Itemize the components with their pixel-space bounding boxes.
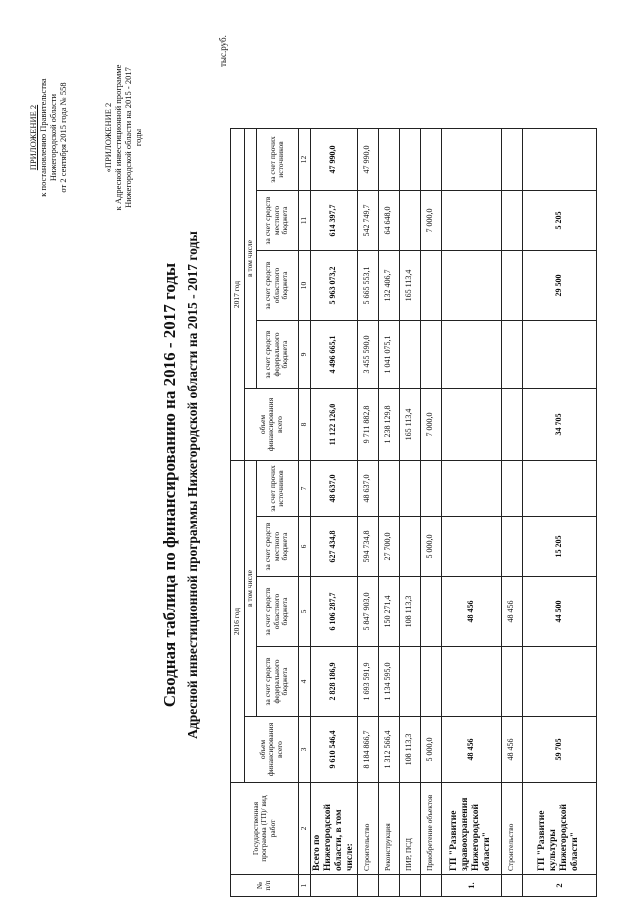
cell-regional-2017: 165 113,4 <box>399 251 420 321</box>
cell-other-2016 <box>441 461 501 517</box>
row-num: 2 <box>522 875 596 897</box>
cell-other-2017 <box>399 129 420 191</box>
header-total-2017: объем финансирования всего <box>245 389 299 461</box>
cell-regional-2017: 29 500 <box>522 251 596 321</box>
cell-regional-2017: 132 406,7 <box>378 251 399 321</box>
page-subtitle: Адресной инвестиционной программы Нижегородской области на 2015 - 2017 годы <box>185 231 200 739</box>
cell-total-2017 <box>501 389 522 461</box>
appendix2-line2: к Адресной инвестиционной программе <box>113 64 123 211</box>
header-total-2016: объем финансирования всего <box>245 717 299 783</box>
cell-total-2017: 11 122 126,0 <box>310 389 357 461</box>
colnum: 4 <box>298 647 310 717</box>
cell-other-2017 <box>501 129 522 191</box>
appendix-government-decree <box>28 5 68 270</box>
column-number-row <box>298 129 310 897</box>
cell-regional-2016: 48 456 <box>441 577 501 647</box>
row-num <box>357 875 378 897</box>
colnum: 3 <box>298 717 310 783</box>
cell-local-2017 <box>501 191 522 251</box>
colnum: 7 <box>298 461 310 517</box>
cell-total-2016: 48 456 <box>501 717 522 783</box>
cell-local-2016: 594 734,8 <box>357 517 378 577</box>
header-local-2017: за счет средств местного бюджета <box>256 191 298 251</box>
row-name: Приобретение объектов <box>420 783 441 875</box>
cell-local-2016 <box>501 517 522 577</box>
cell-federal-2016: 2 828 186,9 <box>310 647 357 717</box>
row-name: ГП "Развитие здравоохранения Нижегородской области" <box>441 783 501 875</box>
cell-other-2017 <box>441 129 501 191</box>
cell-federal-2017 <box>522 321 596 389</box>
row-name: Строительство <box>501 783 522 875</box>
cell-regional-2016: 48 456 <box>501 577 522 647</box>
cell-local-2017: 5 205 <box>522 191 596 251</box>
cell-federal-2017 <box>441 321 501 389</box>
cell-regional-2016: 150 271,4 <box>378 577 399 647</box>
cell-other-2017: 47 990,0 <box>310 129 357 191</box>
financing-table <box>230 128 597 897</box>
colnum: 10 <box>298 251 310 321</box>
cell-other-2016 <box>522 461 596 517</box>
header-regional-2016: за счет средств областного бюджета <box>256 577 298 647</box>
table-row-acquisition <box>420 129 441 897</box>
cell-regional-2017 <box>501 251 522 321</box>
appendix2-line1: «ПРИЛОЖЕНИЕ 2 <box>103 102 113 173</box>
header-program: Государственная программа (ГП)/ вид работ <box>231 783 299 875</box>
cell-federal-2016: 1 134 595,0 <box>378 647 399 717</box>
colnum: 6 <box>298 517 310 577</box>
cell-local-2017 <box>441 191 501 251</box>
appendix1-line3: Нижегородской области <box>48 93 58 182</box>
cell-regional-2017 <box>441 251 501 321</box>
unit-label: тыс.руб. <box>218 35 228 67</box>
cell-total-2016: 9 610 546,4 <box>310 717 357 783</box>
header-federal-2017: за счет средств федерального бюджета <box>256 321 298 389</box>
cell-federal-2016 <box>501 647 522 717</box>
cell-regional-2016 <box>420 577 441 647</box>
cell-total-2017: 34 705 <box>522 389 596 461</box>
row-num: 1. <box>441 875 501 897</box>
row-name: ГП "Развитие культуры Нижегородской области" <box>522 783 596 875</box>
appendix1-line1: ПРИЛОЖЕНИЕ 2 <box>28 104 38 171</box>
cell-local-2016 <box>399 517 420 577</box>
table-row-reconstruction <box>378 129 399 897</box>
row-name: Строительство <box>357 783 378 875</box>
cell-local-2016 <box>441 517 501 577</box>
header-num: № п/п <box>231 875 299 897</box>
cell-federal-2017 <box>420 321 441 389</box>
table-row-total <box>310 129 357 897</box>
cell-local-2017: 7 000,0 <box>420 191 441 251</box>
cell-other-2016 <box>399 461 420 517</box>
row-name: ПИР, ПСД <box>399 783 420 875</box>
colnum: 9 <box>298 321 310 389</box>
table-row-design <box>399 129 420 897</box>
cell-regional-2017: 5 963 073,2 <box>310 251 357 321</box>
header-other-2017: за счет прочих источников <box>256 129 298 191</box>
table-row-program-healthcare <box>441 129 501 897</box>
cell-total-2016: 5 000,0 <box>420 717 441 783</box>
cell-other-2016: 48 637,0 <box>357 461 378 517</box>
colnum: 2 <box>298 783 310 875</box>
cell-local-2017 <box>399 191 420 251</box>
cell-local-2017: 542 749,7 <box>357 191 378 251</box>
row-num <box>501 875 522 897</box>
cell-other-2016: 48 637,0 <box>310 461 357 517</box>
appendix2-line4: годы <box>133 128 143 147</box>
appendix1-line4: от 2 сентября 2015 года № 558 <box>58 82 68 193</box>
header-federal-2016: за счет средств федерального бюджета <box>256 647 298 717</box>
cell-other-2016 <box>501 461 522 517</box>
header-year-2017: 2017 год <box>231 129 245 461</box>
cell-total-2017: 9 711 882,8 <box>357 389 378 461</box>
cell-local-2017: 614 397,7 <box>310 191 357 251</box>
header-row-incl <box>245 129 257 897</box>
header-year-2016: 2016 год <box>231 461 245 783</box>
page-title: Сводная таблица по финансированию на 2016 - 2017 годы <box>160 262 179 708</box>
cell-federal-2017: 4 496 665,1 <box>310 321 357 389</box>
row-num <box>310 875 357 897</box>
table-row-healthcare-construction <box>501 129 522 897</box>
cell-total-2017: 7 000,0 <box>420 389 441 461</box>
cell-federal-2017: 1 041 075,1 <box>378 321 399 389</box>
appendix-investment-program <box>103 5 143 270</box>
header-incl-2017: в том числе <box>245 129 257 389</box>
colnum: 11 <box>298 191 310 251</box>
cell-federal-2017 <box>399 321 420 389</box>
colnum: 8 <box>298 389 310 461</box>
cell-other-2017: 47 990,0 <box>357 129 378 191</box>
cell-regional-2016: 6 106 287,7 <box>310 577 357 647</box>
row-num <box>378 875 399 897</box>
cell-local-2016: 5 000,0 <box>420 517 441 577</box>
cell-total-2016: 1 312 566,4 <box>378 717 399 783</box>
table-row-program-culture <box>522 129 596 897</box>
cell-federal-2016 <box>399 647 420 717</box>
cell-local-2016: 627 434,8 <box>310 517 357 577</box>
cell-total-2016: 59 705 <box>522 717 596 783</box>
table-row-construction <box>357 129 378 897</box>
cell-total-2017: 165 113,4 <box>399 389 420 461</box>
cell-federal-2016 <box>420 647 441 717</box>
cell-other-2016 <box>378 461 399 517</box>
cell-other-2017 <box>420 129 441 191</box>
cell-total-2017 <box>441 389 501 461</box>
cell-federal-2017 <box>501 321 522 389</box>
header-local-2016: за счет средств местного бюджета <box>256 517 298 577</box>
row-num <box>399 875 420 897</box>
cell-local-2016: 27 700,0 <box>378 517 399 577</box>
cell-local-2016: 15 205 <box>522 517 596 577</box>
cell-federal-2016 <box>522 647 596 717</box>
cell-federal-2016: 1 693 591,9 <box>357 647 378 717</box>
cell-regional-2016: 44 500 <box>522 577 596 647</box>
row-name: Всего по Нижегородской области, в том числе: <box>310 783 357 875</box>
row-name: Реконструкция <box>378 783 399 875</box>
cell-regional-2016: 5 847 903,0 <box>357 577 378 647</box>
cell-total-2016: 8 184 866,7 <box>357 717 378 783</box>
header-incl-2016: в том числе <box>245 461 257 717</box>
cell-other-2016 <box>420 461 441 517</box>
cell-federal-2017: 3 455 590,0 <box>357 321 378 389</box>
row-num <box>420 875 441 897</box>
cell-regional-2017 <box>420 251 441 321</box>
header-other-2016: за счет прочих источников <box>256 461 298 517</box>
header-regional-2017: за счет средств областного бюджета <box>256 251 298 321</box>
cell-other-2017 <box>378 129 399 191</box>
cell-regional-2016: 108 113,3 <box>399 577 420 647</box>
cell-total-2017: 1 238 129,8 <box>378 389 399 461</box>
cell-total-2016: 108 113,3 <box>399 717 420 783</box>
cell-regional-2017: 5 665 553,1 <box>357 251 378 321</box>
cell-local-2017: 64 648,0 <box>378 191 399 251</box>
colnum: 12 <box>298 129 310 191</box>
cell-total-2016: 48 456 <box>441 717 501 783</box>
cell-other-2017 <box>522 129 596 191</box>
appendix1-line2: к постановлению Правительства <box>38 78 48 197</box>
colnum: 5 <box>298 577 310 647</box>
colnum: 1 <box>298 875 310 897</box>
appendix2-line3: Нижегородской области на 2015 - 2017 <box>123 67 133 208</box>
header-row-years <box>231 129 245 897</box>
cell-federal-2016 <box>441 647 501 717</box>
